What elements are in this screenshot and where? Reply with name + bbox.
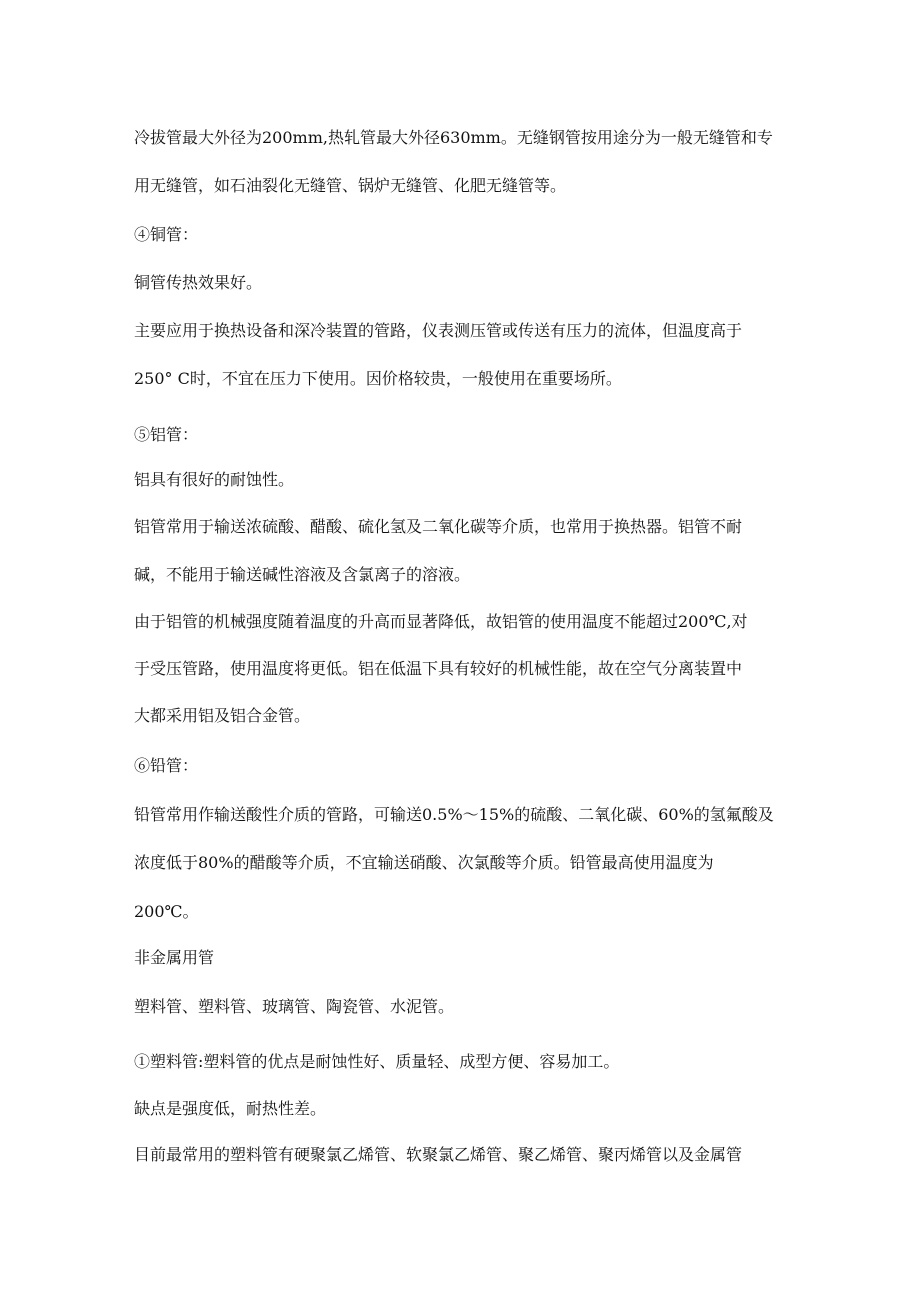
paragraph-line: 于受压管路，使用温度将更低。铝在低温下具有较好的机械性能，故在空气分离装置中: [134, 659, 743, 678]
paragraph-line: 200℃。: [134, 902, 199, 921]
paragraph-line: 250° C时，不宜在压力下使用。因价格较贵，一般使用在重要场所。: [134, 369, 622, 388]
paragraph-line: 由于铝管的机械强度随着温度的升高而显著降低，故铝管的使用温度不能超过200℃,对: [134, 612, 748, 631]
paragraph-line: 缺点是强度低，耐热性差。: [134, 1099, 327, 1118]
paragraph-line: 碱，不能用于输送碱性溶液及含氯离子的溶液。: [134, 565, 471, 584]
paragraph-line: 铝管常用于输送浓硫酸、醋酸、硫化氢及二氧化碳等介质，也常用于换热器。铝管不耐: [134, 517, 743, 536]
paragraph-line: 铝具有很好的耐蚀性。: [134, 470, 295, 489]
section-heading-lead-pipe: ⑥铅管：: [134, 756, 199, 775]
paragraph-line: 浓度低于80%的醋酸等介质，不宜输送硝酸、次氯酸等介质。铅管最高使用温度为: [134, 853, 714, 872]
paragraph-line: 目前最常用的塑料管有硬聚氯乙烯管、软聚氯乙烯管、聚乙烯管、聚丙烯管以及金属管: [134, 1145, 743, 1164]
paragraph-line: 大都采用铝及铝合金管。: [134, 706, 311, 725]
paragraph-line: 铅管常用作输送酸性介质的管路，可输送0.5%～15%的硫酸、二氧化碳、60%的氢氟酸及: [134, 805, 774, 824]
paragraph-line: 冷拔管最大外径为200mm,热轧管最大外径630mm。无缝钢管按用途分为一般无缝管和专: [134, 128, 773, 147]
section-heading-copper-pipe: ④铜管：: [134, 225, 199, 244]
paragraph-line: 主要应用于换热设备和深冷装置的管路，仪表测压管或传送有压力的流体，但温度高于: [134, 321, 743, 340]
section-heading-plastic-pipe: ①塑料管:塑料管的优点是耐蚀性好、质量轻、成型方便、容易加工。: [134, 1052, 620, 1071]
section-heading-aluminum-pipe: ⑤铝管：: [134, 425, 199, 444]
paragraph-line: 用无缝管，如石油裂化无缝管、锅炉无缝管、化肥无缝管等。: [134, 176, 567, 195]
paragraph-line: 塑料管、塑料管、玻璃管、陶瓷管、水泥管。: [134, 997, 455, 1016]
paragraph-line: 铜管传热效果好。: [134, 273, 263, 292]
section-heading-nonmetal-pipe: 非金属用管: [134, 948, 215, 967]
